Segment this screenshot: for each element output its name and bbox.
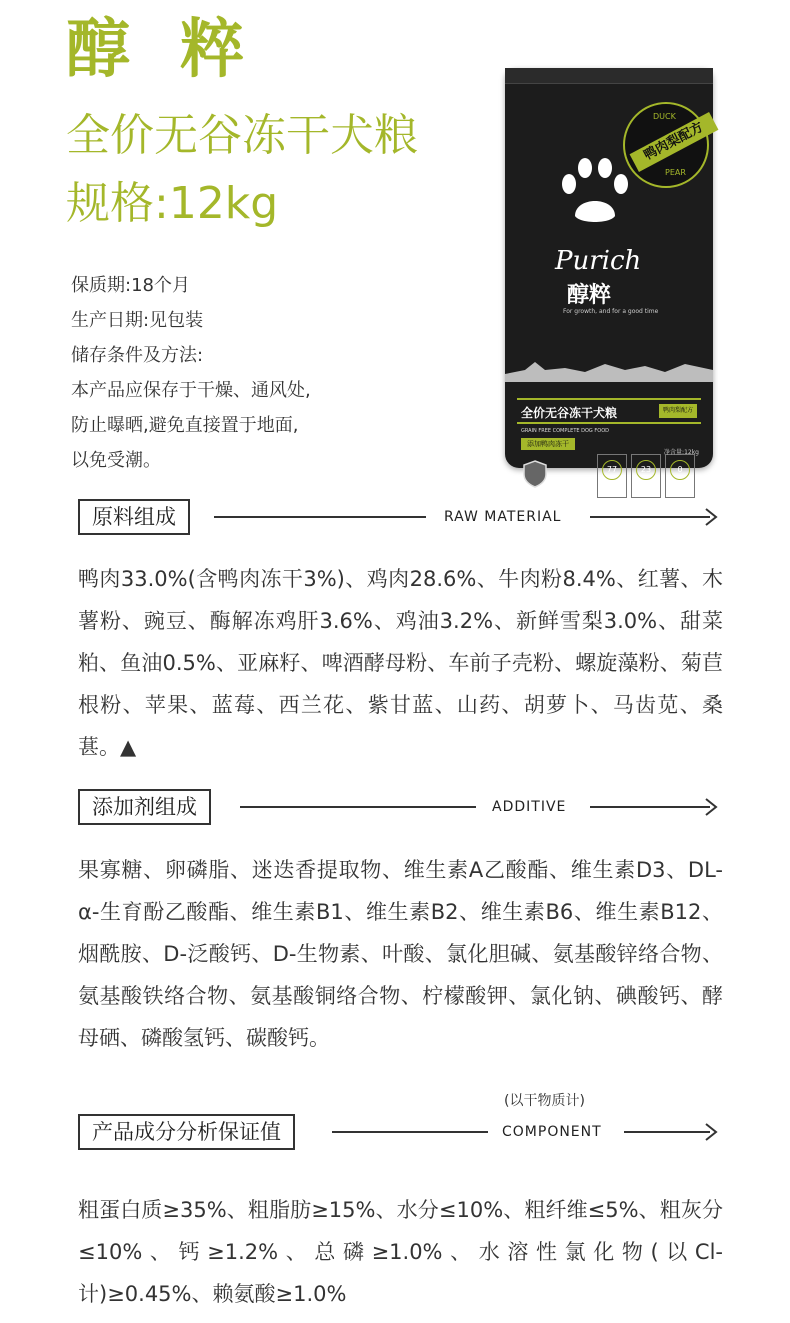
section-title: 产品成分分析保证值	[78, 1114, 295, 1150]
badge-label: 鸭肉梨配方	[630, 112, 719, 172]
section-header-additive	[78, 789, 720, 825]
info-line: 储存条件及方法:	[71, 345, 204, 366]
divider-line	[590, 516, 710, 518]
brand-logo-latin: Purich	[555, 246, 642, 276]
component-text: 粗蛋白质≥35%、粗脂肪≥15%、水分≤10%、粗纤维≤5%、粗灰分≤10%、钙≥1.2%、总磷≥1.0%、水溶性氯化物(以Cl-计)≥0.45%、赖氨酸≥1.0%	[78, 1198, 723, 1306]
storage-info	[71, 268, 311, 478]
product-subtitle: 全价无谷冻干犬粮	[66, 110, 418, 161]
info-line: 生产日期:见包装	[71, 310, 204, 331]
section-english: RAW MATERIAL	[444, 509, 562, 525]
divider-line	[240, 806, 476, 808]
section-title: 添加剂组成	[78, 789, 211, 825]
raw-material-text: 鸭肉33.0%(含鸭肉冻干3%)、鸡肉28.6%、牛肉粉8.4%、红薯、木薯粉、豌豆、酶解冻鸡肝3.6%、鸡油3.2%、新鲜雪梨3.0%、甜菜粕、鱼油0.5%、亚麻籽、啤酒酵母粉、车前子壳粉、螺旋藻粉、菊苣根粉、苹果、蓝莓、西兰花、紫甘蓝、山药、胡萝卜、马齿苋、桑葚。▲	[78, 567, 723, 759]
paw-icon	[555, 154, 635, 224]
info-line: 以免受潮。	[71, 450, 161, 471]
section-header-raw	[78, 499, 720, 535]
additive-text: 果寡糖、卵磷脂、迷迭香提取物、维生素A乙酸酯、维生素D3、DL-α-生育酚乙酸酯、维生素B1、维生素B2、维生素B6、维生素B12、烟酰胺、D-泛酸钙、D-生物素、叶酸、氯化胆碱、氨基酸锌络合物、氨基酸铁络合物、氨基酸铜络合物、柠檬酸钾、氯化钠、碘酸钙、酵母硒、磷酸氢钙、碳酸钙。	[78, 858, 723, 1050]
section-title: 原料组成	[78, 499, 190, 535]
landscape-illustration	[505, 358, 713, 382]
stat-value: 0	[670, 460, 690, 480]
brand-tagline: For growth, and for a good time	[563, 308, 659, 315]
arrow-right-icon	[700, 507, 720, 527]
brand-logo-cn: 醇粹	[567, 283, 612, 308]
section-english: COMPONENT	[502, 1124, 602, 1140]
divider-line	[214, 516, 426, 518]
info-line: 本产品应保存于干燥、通风处,	[71, 380, 311, 401]
package-english-name: GRAIN FREE COMPLETE DOG FOOD	[521, 428, 609, 434]
product-spec: 规格:12kg	[66, 178, 279, 229]
recipe-badge	[623, 102, 709, 188]
badge-top-text: DUCK	[653, 112, 676, 121]
product-package-image	[505, 68, 713, 474]
package-net-weight: 净含量:12kg	[664, 449, 699, 456]
package-additive-tag: 添加鸭肉冻干	[521, 438, 575, 450]
section-note: (以干物质计)	[504, 1093, 585, 1109]
divider-line	[332, 1131, 488, 1133]
stat-value: 23	[636, 460, 656, 480]
shield-icon	[523, 460, 547, 488]
arrow-right-icon	[700, 1122, 720, 1142]
info-line: 防止曝晒,避免直接置于地面,	[71, 415, 299, 436]
arrow-right-icon	[700, 797, 720, 817]
package-side-tag: 鸭肉梨配方	[659, 404, 697, 418]
divider-line	[624, 1131, 710, 1133]
section-header-component	[78, 1093, 720, 1150]
bag-zipper	[505, 68, 713, 84]
badge-bottom-text: PEAR	[665, 168, 686, 177]
section-english: ADDITIVE	[492, 799, 567, 815]
info-line: 保质期:18个月	[71, 275, 190, 296]
package-product-name: 全价无谷冻干犬粮	[521, 406, 618, 420]
stat-value: 77	[602, 460, 622, 480]
divider-line	[590, 806, 710, 808]
brand-title: 醇 粹	[66, 13, 259, 87]
